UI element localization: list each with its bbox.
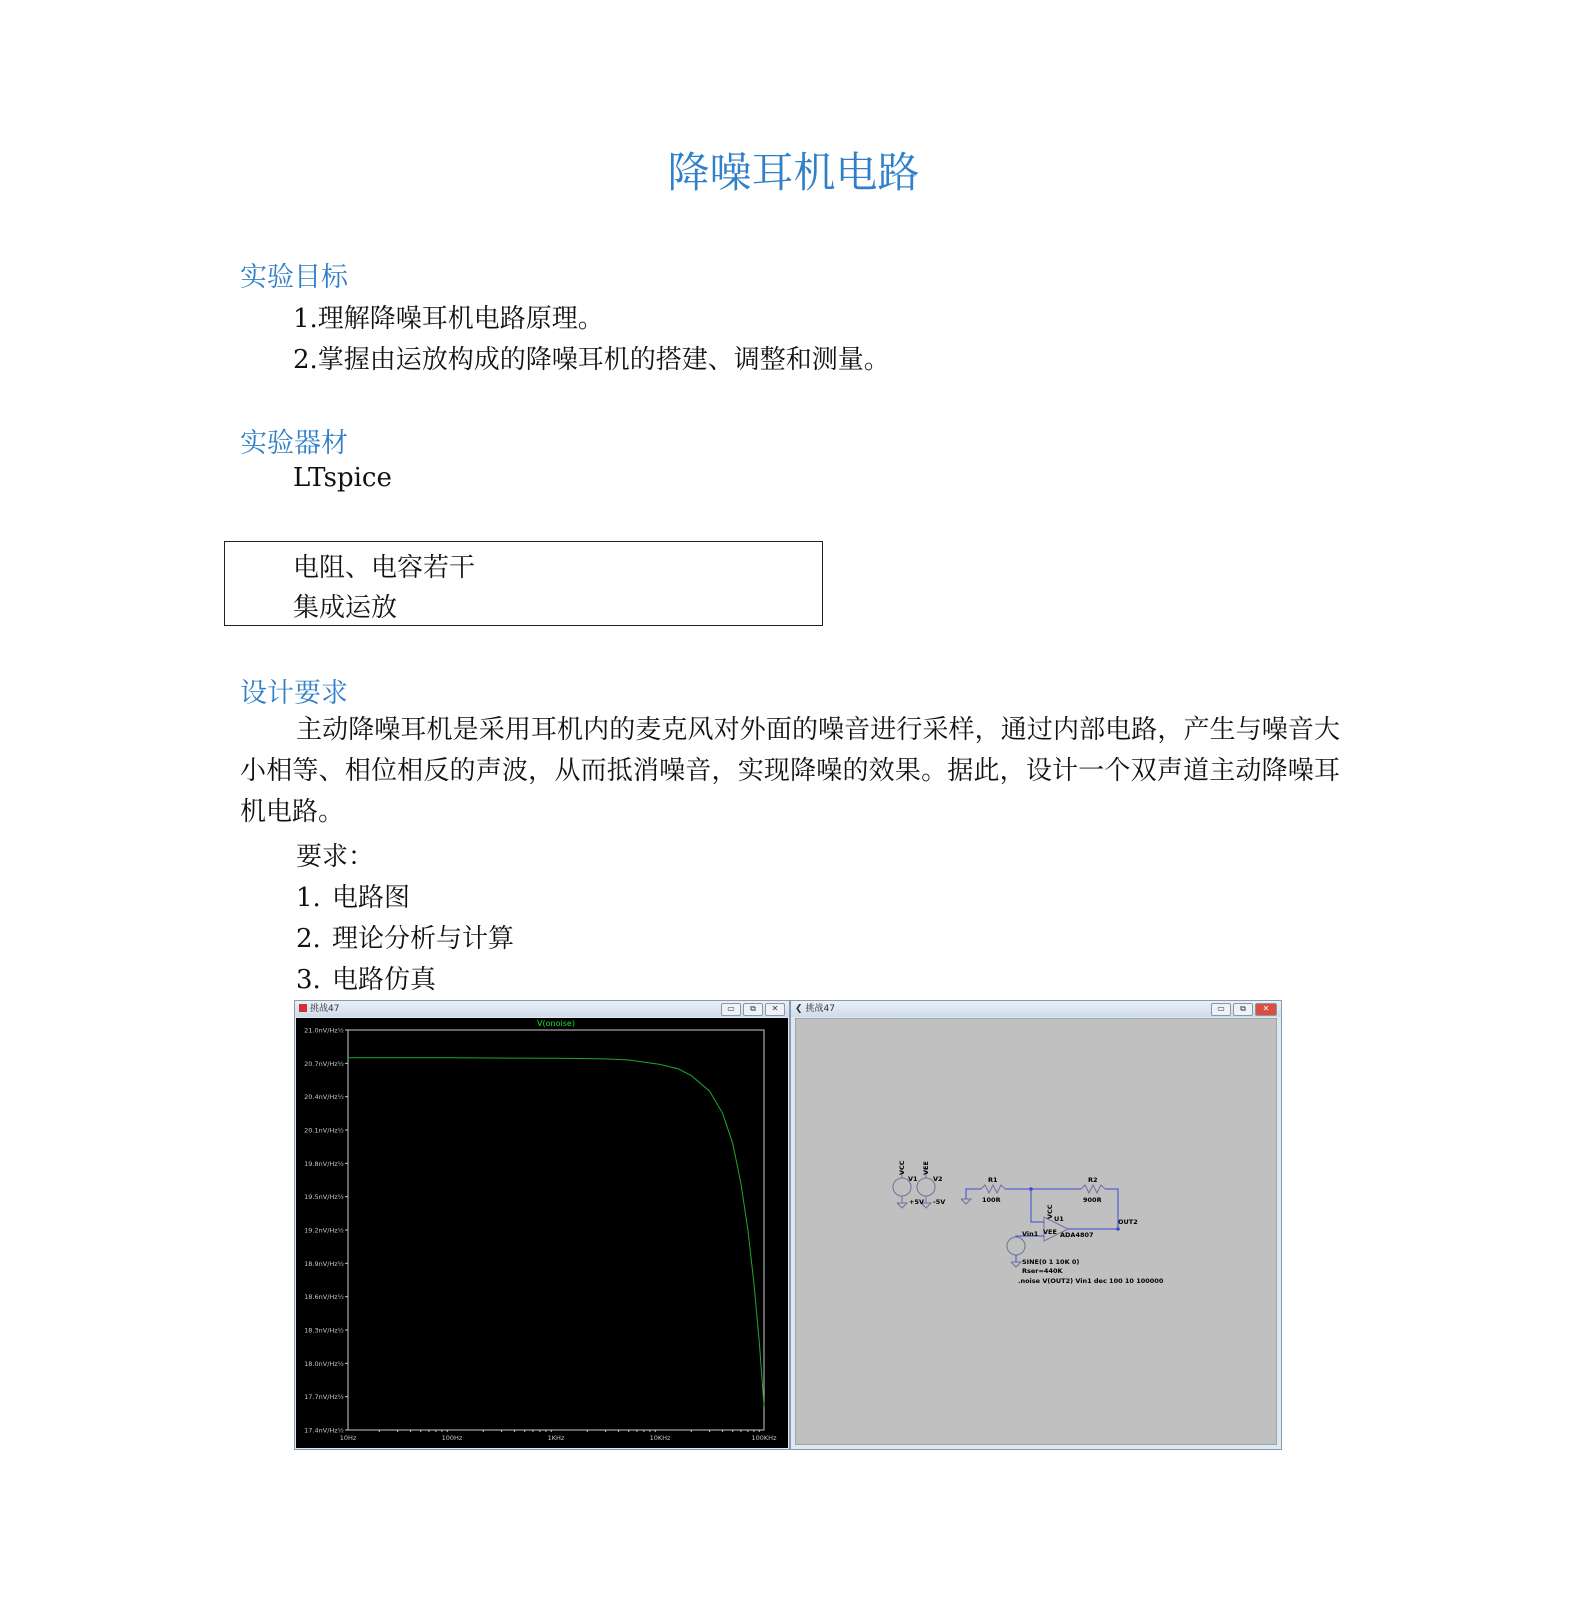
x-tick-labels	[340, 1430, 777, 1442]
y-tick-label: 20.7nV/Hz½	[304, 1059, 344, 1068]
v1-value: +5V	[909, 1198, 924, 1206]
x-tick-label: 1KHz	[547, 1434, 565, 1442]
ground-icon	[961, 1199, 971, 1204]
requirement-item	[296, 959, 436, 996]
restore-button[interactable]: ⧉	[1233, 1003, 1253, 1016]
part-label: ADA4807	[1060, 1231, 1094, 1239]
y-tick-label: 20.4nV/Hz½	[304, 1093, 344, 1102]
requirement-number: 3.	[296, 965, 321, 995]
ground-icon	[1011, 1262, 1021, 1267]
requirement-text: 电路图	[332, 883, 411, 913]
plot-window	[294, 1000, 790, 1450]
minimize-button[interactable]: ▭	[721, 1003, 741, 1016]
ground-icon	[897, 1203, 907, 1208]
out2-label: OUT2	[1118, 1218, 1138, 1226]
equip-heading: 实验器材	[240, 428, 348, 459]
noise-plot	[296, 1018, 788, 1448]
goal-heading: 实验目标	[240, 262, 348, 293]
vin1-source-symbol	[1007, 1237, 1025, 1255]
y-tick-labels	[304, 1027, 348, 1435]
vee-label: VEE	[922, 1161, 930, 1175]
goal-item-2: 2.掌握由运放构成的降噪耳机的搭建、调整和测量。	[293, 345, 890, 375]
y-tick-label: 18.0nV/Hz½	[304, 1359, 344, 1368]
sine-spec: SINE(0 1 10K 0)	[1022, 1258, 1080, 1266]
rser-spec: Rser=440K	[1022, 1267, 1063, 1275]
r2-symbol	[1081, 1185, 1105, 1193]
vin1-label: Vin1	[1022, 1230, 1039, 1238]
y-tick-label: 18.9nV/Hz½	[304, 1259, 344, 1268]
schematic-svg	[796, 1019, 1276, 1444]
x-tick-label: 10KHz	[649, 1434, 671, 1442]
design-heading: 设计要求	[240, 678, 348, 709]
y-tick-label: 19.5nV/Hz½	[304, 1193, 344, 1202]
close-button[interactable]: ✕	[765, 1003, 785, 1016]
v2-label: V2	[933, 1175, 943, 1183]
v2-value: -5V	[933, 1198, 946, 1206]
y-tick-label: 21.0nV/Hz½	[304, 1026, 344, 1035]
r1-label: R1	[988, 1176, 998, 1184]
opamp-vee-label: VEE	[1043, 1228, 1057, 1236]
plot-window-title: 挑战47	[310, 1004, 340, 1014]
y-tick-label: 18.6nV/Hz½	[304, 1293, 344, 1302]
x-tick-label: 10Hz	[339, 1434, 357, 1442]
plot-trace-label: V(onoise)	[537, 1019, 575, 1028]
schematic-window-titlebar	[791, 1001, 1281, 1017]
design-paragraph: 主动降噪耳机是采用耳机内的麦克风对外面的噪音进行采样，通过内部电路，产生与噪音大小相等、相位相反的声波，从而抵消噪音，实现降噪的效果。据此，设计一个双声道主动降噪耳机电路。	[240, 715, 1340, 827]
requirement-text: 理论分析与计算	[332, 924, 515, 954]
requirement-number: 1.	[296, 883, 321, 913]
page-title: 降噪耳机电路	[667, 148, 920, 197]
ltspice-icon	[299, 1004, 307, 1012]
requirement-item	[296, 918, 514, 955]
junction-dot	[1029, 1187, 1033, 1191]
y-tick-label: 19.8nV/Hz½	[304, 1159, 344, 1168]
requirement-label: 要求：	[296, 842, 375, 872]
y-tick-label: 17.4nV/Hz½	[304, 1426, 344, 1435]
r2-value: 900R	[1083, 1196, 1102, 1204]
r1-value: 100R	[982, 1196, 1001, 1204]
schematic-window	[790, 1000, 1282, 1450]
goal-item-1: 1.理解降噪耳机电路原理。	[293, 304, 604, 334]
requirement-text: 电路仿真	[332, 965, 437, 995]
schematic-window-title: 挑战47	[805, 1004, 835, 1014]
r1-symbol	[981, 1185, 1005, 1193]
v1-label: V1	[908, 1175, 918, 1183]
minimize-button[interactable]: ▭	[1211, 1003, 1231, 1016]
vcc-label: VCC	[898, 1160, 906, 1175]
opamp-vcc-label: VCC	[1046, 1204, 1054, 1219]
u1-label: U1	[1054, 1215, 1064, 1223]
x-tick-label: 100KHz	[751, 1434, 777, 1442]
equip-item-1: 电阻、电容若干	[293, 553, 476, 583]
restore-button[interactable]: ⧉	[743, 1003, 763, 1016]
r2-label: R2	[1088, 1176, 1098, 1184]
equip-item-2: 集成运放	[293, 593, 398, 623]
junction-dot	[1116, 1227, 1120, 1231]
schematic-canvas[interactable]	[795, 1018, 1277, 1445]
plot-area	[296, 1018, 788, 1448]
noise-directive: .noise V(OUT2) Vin1 dec 100 10 100000	[1018, 1277, 1164, 1285]
y-tick-label: 17.7nV/Hz½	[304, 1393, 344, 1402]
y-tick-label: 20.1nV/Hz½	[304, 1126, 344, 1135]
plot-window-titlebar	[295, 1001, 789, 1017]
noise-trace	[348, 1058, 764, 1406]
equip-software: LTspice	[293, 463, 392, 493]
y-tick-label: 18.3nV/Hz½	[304, 1326, 344, 1335]
requirement-number: 2.	[296, 924, 321, 954]
plot-frame	[348, 1030, 764, 1430]
y-tick-label: 19.2nV/Hz½	[304, 1226, 344, 1235]
x-tick-label: 100Hz	[441, 1434, 463, 1442]
requirement-item	[296, 877, 410, 914]
schematic-icon: ❮	[795, 1004, 803, 1014]
close-button[interactable]: ✕	[1255, 1003, 1277, 1016]
